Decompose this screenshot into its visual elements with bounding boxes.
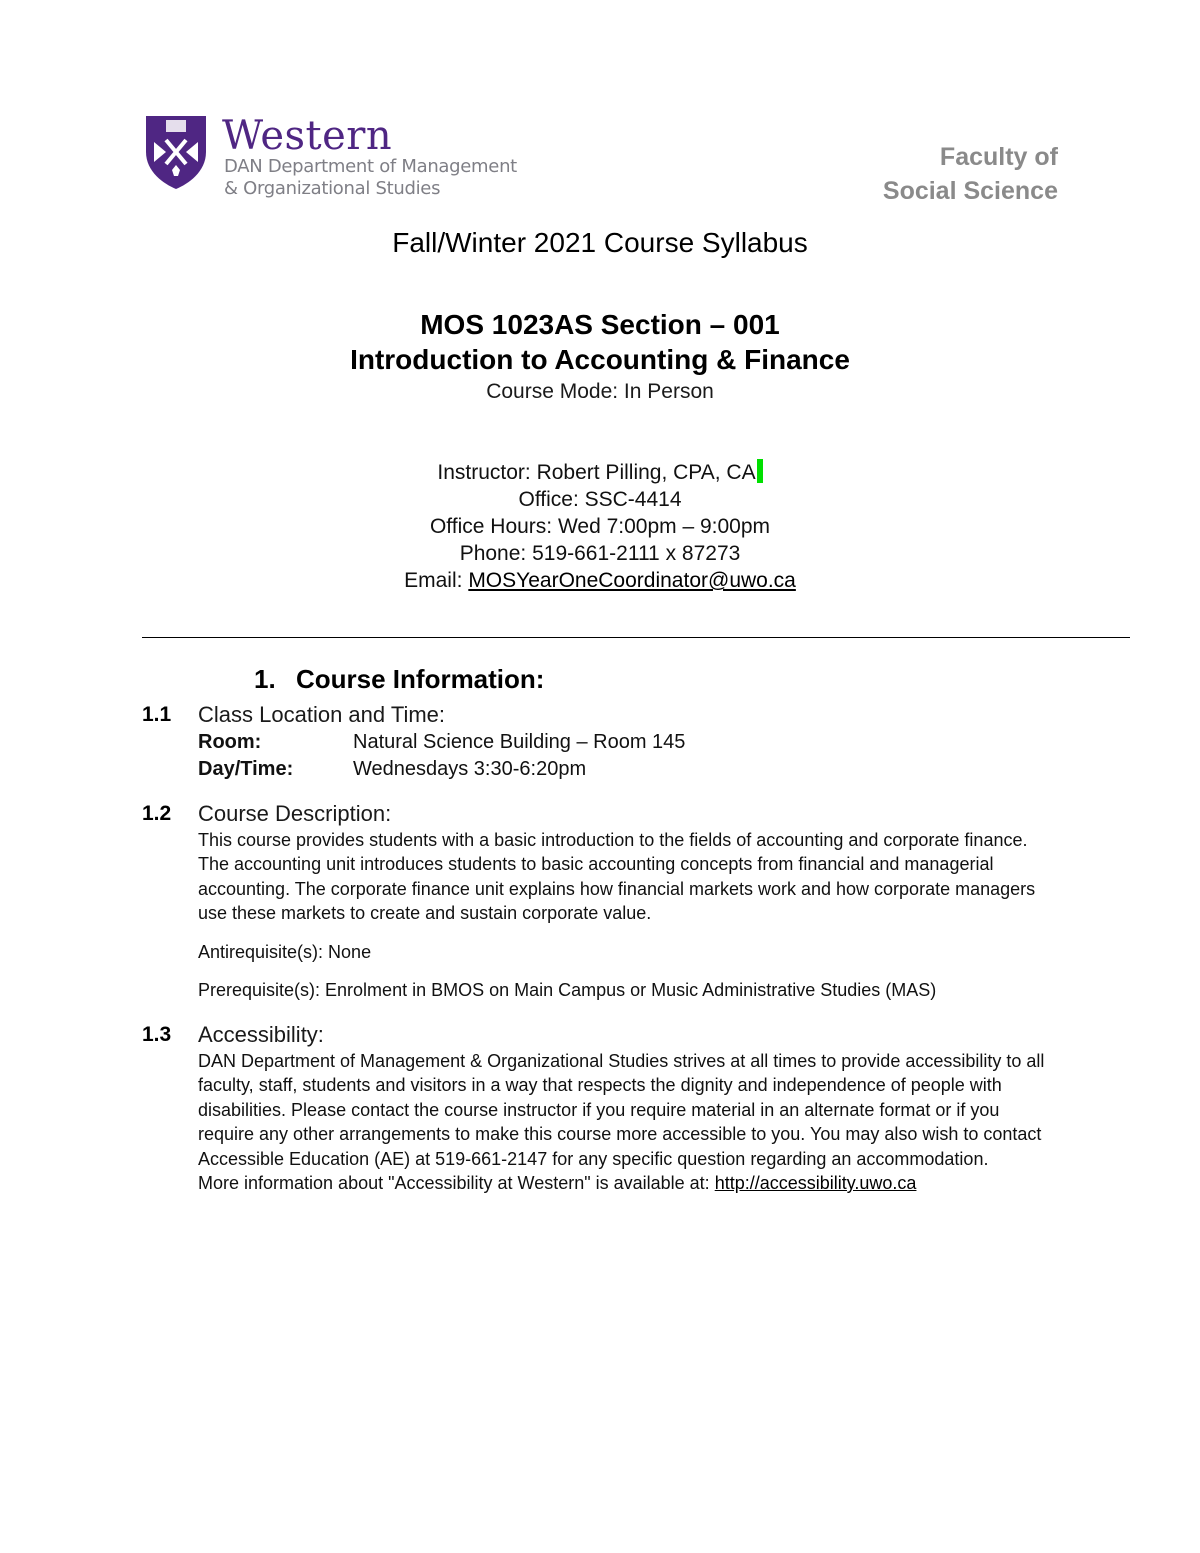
course-mode: Course Mode: In Person (486, 380, 714, 403)
subsection-accessibility (142, 1021, 1062, 1231)
course-name: Introduction to Accounting & Finance (350, 344, 850, 375)
accessibility-link[interactable]: http://accessibility.uwo.ca (714, 1173, 917, 1194)
syllabus-title: Fall/Winter 2021 Course Syllabus (392, 227, 808, 258)
course-code: MOS 1023AS Section – 001 (420, 309, 780, 340)
room-value: Natural Science Building – Room 145 (353, 731, 686, 753)
subsection-number: 1.1 (142, 703, 172, 726)
logo-department-line1: DAN Department of Management (224, 156, 517, 177)
faculty-line1: Faculty of (939, 143, 1058, 171)
daytime-label: Day/Time: (198, 758, 294, 780)
daytime-value: Wednesdays 3:30-6:20pm (353, 758, 587, 780)
course-description-text: This course provides students with a basic introduction to the fields of accounting and corporate finance. The accounting unit introduces students to basic accounting concepts from financial and managerial accounting. The corporate finance unit explains how financial markets work and how corporate managers use these markets to create and sustain corporate value. (198, 830, 1036, 924)
accessibility-text: DAN Department of Management & Organizational Studies strives at all times to provide accessibility to all faculty, staff, students and visitors in a way that respects the dignity and independence of people with disabilities. Please contact the course instructor if you require material in an alternate format or if you require any other arrangements to make this course more accessible to you. You may also wish to contact Accessible Education (AE) at 519-661-2147 for any specific question regarding an accommodation. (198, 1051, 1045, 1169)
prerequisite-text: Prerequisite(s): Enrolment in BMOS on Main Campus or Music Administrative Studies (MAS) (198, 980, 937, 1001)
western-dan-logo (144, 112, 524, 202)
office-line: Office: SSC-4414 (518, 488, 682, 511)
faculty-line2: Social Science (882, 177, 1058, 205)
instructor-contact (0, 459, 1200, 594)
faculty-label (883, 140, 1058, 208)
spacer (198, 964, 1048, 978)
subsection-class-location (142, 701, 1062, 791)
subsection-title: Class Location and Time: (198, 702, 446, 727)
section-number: 1. (254, 664, 276, 694)
subsection-number: 1.3 (142, 1023, 172, 1046)
logo-department-line2: & Organizational Studies (224, 178, 441, 199)
accessibility-more-info (198, 1171, 1048, 1195)
horizontal-divider (142, 637, 1130, 638)
accessibility-body (198, 1049, 1048, 1195)
email-line (0, 567, 1200, 594)
daytime-row (198, 756, 1048, 783)
instructor-name: Instructor: Robert Pilling, CPA, CA (437, 461, 756, 484)
section-heading-course-information (254, 662, 544, 696)
section-title: Course Information: (296, 664, 545, 694)
room-row (198, 729, 1048, 756)
subsection-course-description (142, 800, 1062, 1010)
antirequisite-text: Antirequisite(s): None (198, 941, 372, 962)
spacer (198, 926, 1048, 940)
instructor-line (0, 459, 1200, 486)
course-description-body (198, 828, 1048, 1002)
text-cursor-highlight (757, 459, 763, 483)
more-info-text: More information about "Accessibility at Western" is available at: (198, 1173, 715, 1194)
email-label: Email: (404, 569, 469, 592)
room-label: Room: (198, 731, 262, 753)
phone-line: Phone: 519-661-2111 x 87273 (459, 542, 741, 565)
office-hours-line: Office Hours: Wed 7:00pm – 9:00pm (429, 515, 771, 538)
logo-wordmark: Western (222, 113, 393, 159)
subsection-title: Accessibility: (198, 1022, 324, 1047)
class-location-details (198, 729, 1048, 783)
western-crest-icon (144, 112, 208, 190)
subsection-number: 1.2 (142, 802, 172, 825)
email-link[interactable]: MOSYearOneCoordinator@uwo.ca (468, 569, 796, 592)
subsection-title: Course Description: (198, 801, 392, 826)
